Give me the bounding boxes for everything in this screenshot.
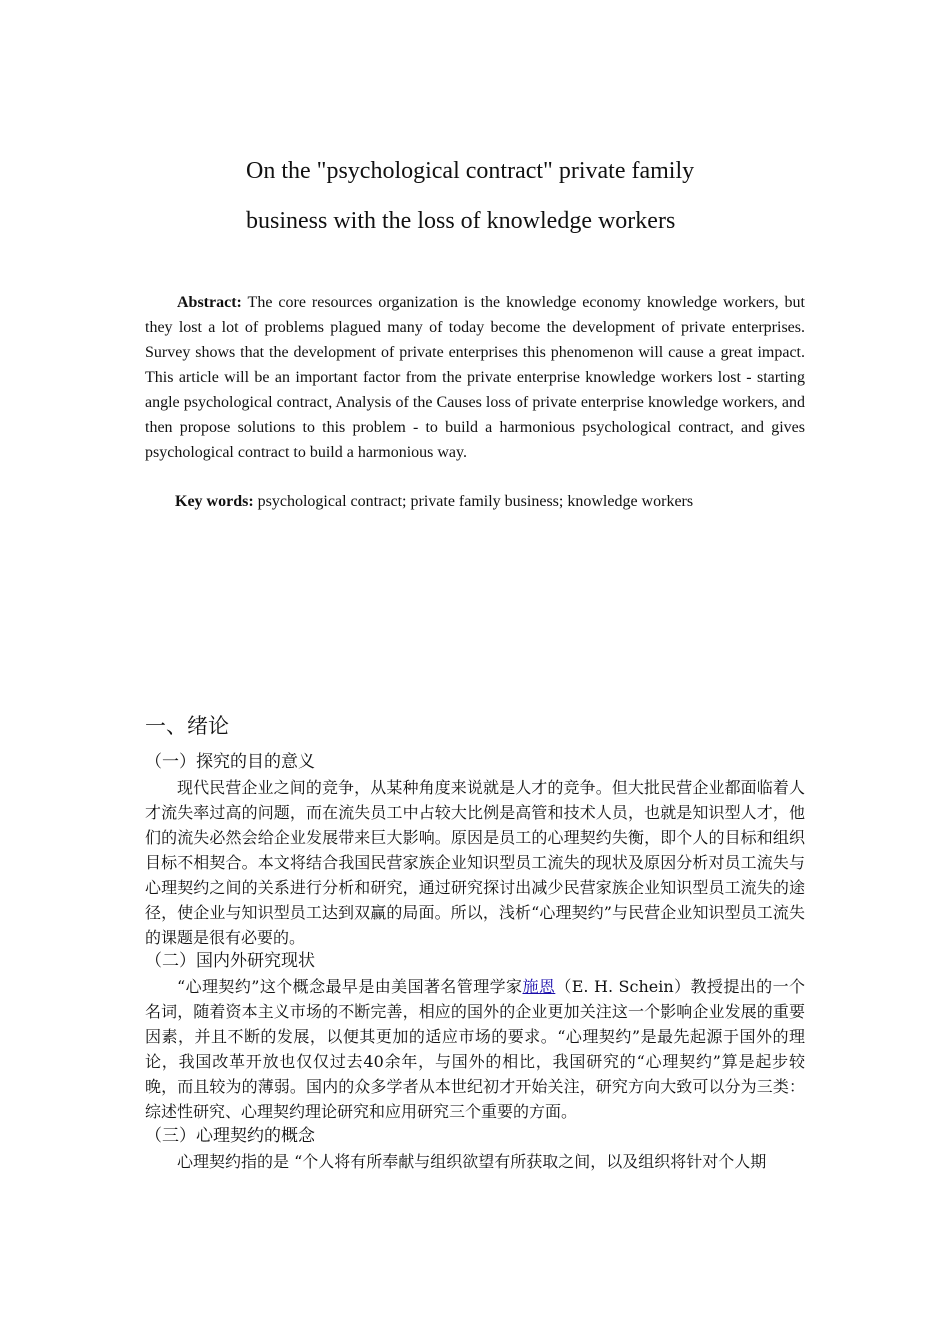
- paragraph-research-status: [145, 974, 805, 1124]
- subsection-heading-purpose: （一）探究的目的意义: [145, 752, 315, 772]
- keywords-paragraph: [145, 489, 805, 514]
- abstract-label: Abstract:: [177, 294, 242, 311]
- research-text-before-link: “心理契约”这个概念最早是由美国著名管理学家: [177, 977, 523, 996]
- document-title: [246, 146, 806, 246]
- abstract-text: The core resources organization is the knowledge economy knowledge workers, but they lost a lot of problems plagued many of today become the development of private enterprises. Survey shows that the development of private enterprises this phenomenon will cause a great impact. This article will be an important factor from the private enterprise knowledge workers lost - starting angle psychological contract, Analysis of the Causes loss of private enterprise knowledge workers, and then propose solutions to this problem - to build a harmonious psychological contract, and gives psychological contract to build a harmonious way.: [145, 294, 805, 461]
- paragraph-concept: 心理契约指的是 “个人将有所奉献与组织欲望有所获取之间，以及组织将针对个人期: [177, 1152, 767, 1171]
- abstract-paragraph: [145, 290, 805, 465]
- research-text-after-link: （E. H. Schein）教授提出的一个名词，随着资本主义市场的不断完善，相应的国外的企业更加关注这一个影响企业发展的重要因素，并且不断的发展，以便其更加的适应市场的要求。“心理契约”是最先起源于国外的理论，我国改革开放也仅仅过去40余年，与国外的相比，我国研究的“心理契约”算是起步较晚，而且较为的薄弱。国内的众多学者从本世纪初才开始关注，研究方向大致可以分为三类：综述性研究、心理契约理论研究和应用研究三个重要的方面。: [145, 977, 805, 1121]
- section-heading-introduction: 一、绪论: [145, 714, 229, 738]
- paragraph-purpose: 现代民营企业之间的竞争，从某种角度来说就是人才的竞争。但大批民营企业都面临着人才流失率过高的问题，而在流失员工中占较大比例是高管和技术人员，也就是知识型人才，他们的流失必然会给企业发展带来巨大影响。原因是员工的心理契约失衡，即个人的目标和组织目标不相契合。本文将结合我国民营家族企业知识型员工流失的现状及原因分析对员工流失与心理契约之间的关系进行分析和研究，通过研究探讨出减少民营家族企业知识型员工流失的途径，使企业与知识型员工达到双赢的局面。所以，浅析“心理契约”与民营企业知识型员工流失的课题是很有必要的。: [145, 778, 805, 947]
- subsection-heading-research-status: （二）国内外研究现状: [145, 951, 315, 971]
- title-line-1: On the "psychological contract" private family: [246, 158, 695, 184]
- keywords-text: psychological contract; private family business; knowledge workers: [253, 493, 694, 510]
- keywords-label: Key words:: [175, 493, 254, 510]
- schein-link[interactable]: 施恩: [522, 977, 556, 996]
- title-line-2: business with the loss of knowledge workers: [246, 208, 676, 234]
- subsection-heading-concept: （三）心理契约的概念: [145, 1126, 315, 1146]
